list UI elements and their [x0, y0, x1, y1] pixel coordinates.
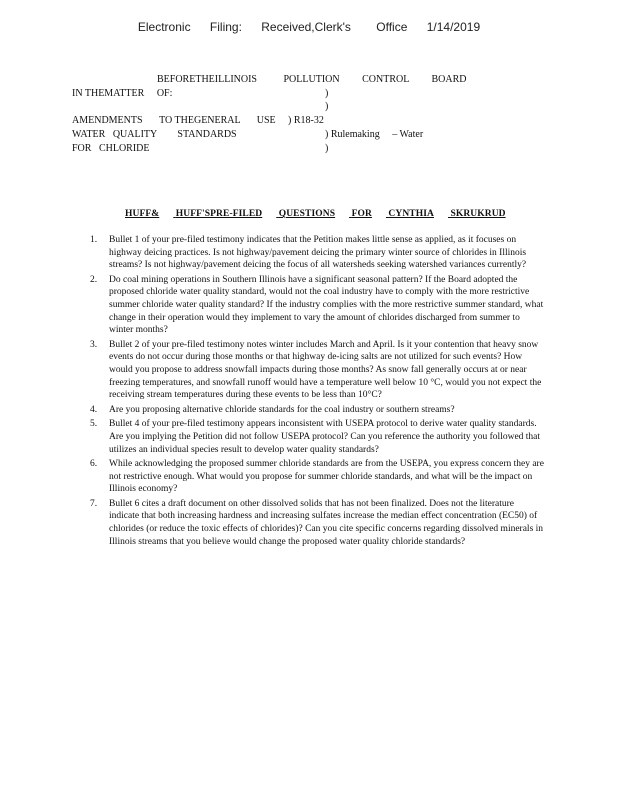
- stamp-received: Received,Clerk's: [261, 20, 351, 34]
- caption-paren: ): [325, 143, 329, 154]
- question-number: 7.: [90, 498, 98, 509]
- question-text: Are you proposing alternative chloride standards for the coal industry or southern streams?: [109, 404, 455, 415]
- question-item: [90, 274, 545, 337]
- question-text: While acknowledging the proposed summer chloride standards are from the USEPA, you express concern they are not restrictive enough. What would you propose for summer chloride standards, and what will be the impact on Illinois economy?: [109, 459, 544, 495]
- heading-questions: QUESTIONS: [278, 209, 336, 219]
- docket-number: ) R18-32: [288, 115, 324, 126]
- board-title-board: BOARD: [431, 74, 467, 85]
- question-item: [90, 498, 545, 548]
- water-label: – Water: [392, 129, 424, 140]
- question-item: [90, 418, 545, 456]
- question-text: Bullet 6 cites a draft document on other dissolved solids that has not been finalized. Does not the literature indicate that both increasing hardness and increasing sulfates increase the median effect concentration (EC50) of chlorides (or reduce the toxic effects of chlorides)? Can you cite specific concerns regarding dissolved minerals in Illinois streams that you believe would change the proposed water quality chloride standards?: [109, 498, 544, 547]
- in-the-matter: IN THEMATTER: [72, 88, 145, 99]
- question-text: Bullet 4 of your pre-filed testimony appears inconsistent with USEPA protocol to derive water quality standards. Are you implying the Petition did not follow USEPA protocol? Can you reference the authority you followed that utilizes an individual species result to develop water quality standards?: [109, 419, 541, 455]
- document-heading: [125, 209, 506, 219]
- question-item: [90, 458, 545, 496]
- board-title-before: BEFORETHEILLINOIS: [157, 74, 257, 85]
- stamp-filing: Filing:: [209, 20, 242, 34]
- question-number: 5.: [90, 419, 98, 430]
- board-title-control: CONTROL: [362, 74, 409, 85]
- question-number: 2.: [90, 274, 98, 285]
- standards-label: STANDARDS: [177, 129, 237, 140]
- rulemaking-label: ) Rulemaking: [325, 129, 380, 140]
- question-number: 1.: [90, 235, 98, 245]
- heading-pre-filed: HUFF'SPRE-FILED: [175, 209, 263, 219]
- use-label: USE: [256, 115, 276, 126]
- board-title-pollution: POLLUTION: [283, 74, 340, 85]
- amendments-label: AMENDMENTS: [72, 115, 143, 126]
- board-title: [157, 74, 466, 86]
- question-number: 4.: [90, 404, 98, 415]
- question-number: 3.: [90, 339, 98, 350]
- of-label: OF:: [156, 88, 173, 99]
- heading-cynthia: CYNTHIA: [388, 209, 434, 219]
- stamp-office: Office: [376, 20, 408, 34]
- questions-list: [90, 234, 545, 550]
- heading-huff: HUFF&: [125, 209, 160, 219]
- filing-stamp: [0, 20, 618, 34]
- caption-paren: ): [325, 101, 329, 112]
- stamp-electronic: Electronic: [137, 20, 191, 34]
- heading-for: FOR: [351, 209, 372, 219]
- question-item: [90, 339, 545, 402]
- question-item: [90, 234, 545, 272]
- heading-skrukrud: SKRUKRUD: [450, 209, 506, 219]
- water-quality-label: WATER QUALITY: [72, 129, 157, 140]
- question-item: [90, 404, 545, 417]
- caption-paren: ): [325, 88, 329, 99]
- stamp-date: 1/14/2019: [426, 20, 481, 34]
- question-number: 6.: [90, 459, 98, 470]
- question-text: Do coal mining operations in Southern Illinois have a significant seasonal pattern? If the Board adopted the proposed chloride water quality standard, would not the coal industry have to comply with the more restrictive summer chloride water quality standard? If the industry complies with the more restrictive summer standard, what change in their operation would they implement to vary the amount of chlorides discharged from summer to winter months?: [109, 274, 544, 336]
- for-chloride-label: FOR CHLORIDE: [72, 143, 150, 154]
- question-text: Bullet 2 of your pre-filed testimony notes winter includes March and April. Is it your contention that heavy snow events do not occur during those months or that highway de-icing salts are not utilized for such events? How would you propose to address snowfall impacts during those months? As snow fall generally occurs at or near freezing temperatures, and snowfall runoff would have a temperature well below 10 °C, would you not expect the receiving stream temperatures during these events to be less than 10°C?: [109, 339, 542, 401]
- question-text: Bullet 1 of your pre-filed testimony indicates that the Petition makes little sense as applied, as it focuses on highway deicing practices. Is not highway/pavement deicing the primary winter source of chlorides in Illinois streams? Is not highway/pavement deicing the focus of all watersheds seeking watershed variances currently?: [109, 235, 527, 271]
- to-the-general-label: TO THEGENERAL: [159, 115, 241, 126]
